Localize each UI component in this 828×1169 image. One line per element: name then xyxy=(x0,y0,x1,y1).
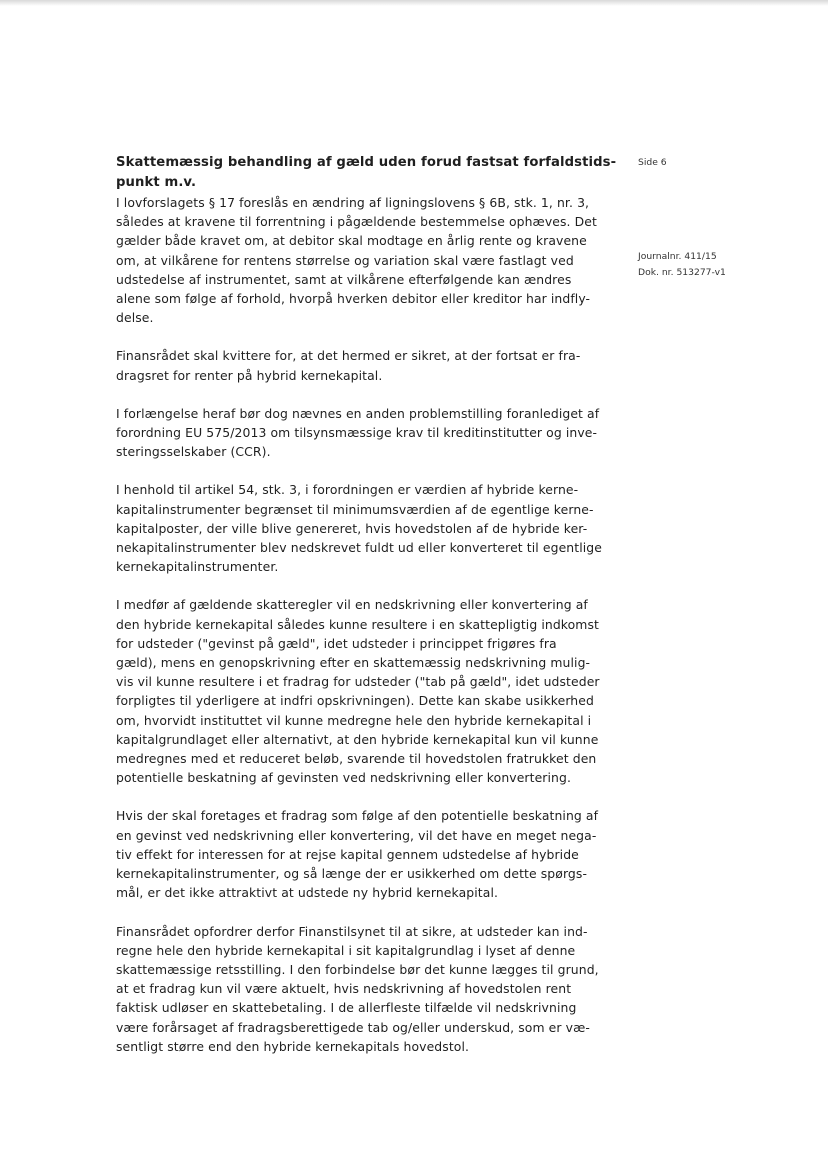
text-line: Hvis der skal foretages et fradrag som følge af den potentielle beskatning af xyxy=(116,808,599,824)
page-top-edge xyxy=(0,0,828,6)
text-line: medregnes med et reduceret beløb, svarende til hovedstolen fratrukket den xyxy=(116,751,597,767)
heading-line: Skattemæssig behandling af gæld uden forud fastsat forfaldstids- xyxy=(116,155,617,170)
text-line: gælder både kravet om, at debitor skal modtage en årlig rente og kravene xyxy=(116,233,587,249)
text-line: således at kravene til forrentning i pågældende bestemmelse ophæves. Det xyxy=(116,214,597,230)
text-line: I lovforslagets § 17 foreslås en ændring af ligningslovens § 6B, stk. 1, nr. 3, xyxy=(116,195,590,210)
text-line: Finansrådet opfordrer derfor Finanstilsynet til at sikre, at udsteder kan ind- xyxy=(116,923,588,939)
text-line: faktisk udløser en skattebetaling. I de allerfleste tilfælde vil nedskrivning xyxy=(116,1000,577,1016)
text-line: forpligtes til yderligere at indfri opskrivningen). Dette kan skabe usikkerhed xyxy=(116,693,594,709)
text-line: I forlængelse heraf bør dog nævnes en anden problemstilling foranlediget af xyxy=(116,405,600,421)
text-line: regne hele den hybride kernekapital i sit kapitalgrundlag i lyset af denne xyxy=(116,942,576,958)
document-reference xyxy=(638,249,726,281)
text-line: I medfør af gældende skatteregler vil en nedskrivning eller konvertering af xyxy=(116,597,588,613)
text-line: tiv effekt for interessen for at rejse kapital gennem udstedelse af hybride xyxy=(116,846,579,862)
section-heading xyxy=(116,153,617,193)
paragraph-1 xyxy=(116,193,608,327)
text-line: sentligt større end den hybride kernekapitals hovedstol. xyxy=(116,1038,470,1054)
text-line: forordning EU 575/2013 om tilsynsmæssige krav til kreditinstitutter og inve- xyxy=(116,425,598,441)
text-line: kapitalgrundlaget eller alternativt, at den hybride kernekapital kun vil kunne xyxy=(116,731,599,747)
paragraph-5 xyxy=(116,595,608,787)
text-line: alene som følge af forhold, hvorpå hverken debitor eller kreditor har indfly- xyxy=(116,291,591,307)
text-line: mål, er det ikke attraktivt at udstede ny hybrid kernekapital. xyxy=(116,885,499,901)
text-line: om, hvorvidt instituttet vil kunne medregne hele den hybride kernekapital i xyxy=(116,712,592,728)
text-line: udstedelse af instrumentet, samt at vilkårene efterfølgende kan ændres xyxy=(116,271,572,287)
heading-line: punkt m.v. xyxy=(116,175,197,190)
text-line: gæld), mens en genopskrivning efter en skattemæssig nedskrivning mulig- xyxy=(116,655,591,671)
text-line: vis vil kunne resultere i et fradrag for udsteder ("tab på gæld", idet udsteder xyxy=(116,674,600,690)
doc-number: Dok. nr. 513277-v1 xyxy=(638,267,726,278)
paragraph-7 xyxy=(116,922,608,1056)
page-number-label: Side 6 xyxy=(638,157,667,168)
text-line: kernekapitalinstrumenter. xyxy=(116,559,279,575)
text-line: kapitalposter, der ville blive genereret, hvis hovedstolen af de hybride ker- xyxy=(116,520,588,536)
paragraph-6 xyxy=(116,806,608,902)
text-line: være forårsaget af fradragsberettigede tab og/eller underskud, som er væ- xyxy=(116,1019,590,1035)
page-number xyxy=(638,155,667,171)
text-line: at et fradrag kun vil være aktuelt, hvis nedskrivning af hovedstolen rent xyxy=(116,981,572,997)
text-line: I henhold til artikel 54, stk. 3, i forordningen er værdien af hybride kerne- xyxy=(116,482,579,498)
text-line: steringsselskaber (CCR). xyxy=(116,444,271,460)
text-line: Finansrådet skal kvittere for, at det hermed er sikret, at der fortsat er fra- xyxy=(116,348,581,364)
text-line: den hybride kernekapital således kunne resultere i en skattepligtig indkomst xyxy=(116,616,599,632)
text-line: om, at vilkårene for rentens størrelse og variation skal være fastlagt ved xyxy=(116,252,574,268)
document-body xyxy=(116,153,617,1056)
text-line: kernekapitalinstrumenter, og så længe der er usikkerhed om dette spørgs- xyxy=(116,866,588,882)
text-line: for udsteder ("gevinst på gæld", idet udsteder i princippet frigøres fra xyxy=(116,635,557,651)
text-line: skattemæssige retsstilling. I den forbindelse bør det kunne lægges til grund, xyxy=(116,961,599,977)
paragraph-4 xyxy=(116,480,608,576)
paragraph-3 xyxy=(116,404,608,462)
text-line: en gevinst ved nedskrivning eller konvertering, vil det have en meget nega- xyxy=(116,827,597,843)
text-line: dragsret for renter på hybrid kernekapital. xyxy=(116,367,383,383)
paragraph-2 xyxy=(116,346,608,384)
journal-number: Journalnr. 411/15 xyxy=(638,251,717,262)
text-line: nekapitalinstrumenter blev nedskrevet fuldt ud eller konverteret til egentlige xyxy=(116,540,602,556)
text-line: kapitalinstrumenter begrænset til minimumsværdien af de egentlige kerne- xyxy=(116,501,594,517)
text-line: potentielle beskatning af gevinsten ved nedskrivning eller konvertering. xyxy=(116,770,572,786)
text-line: delse. xyxy=(116,310,154,326)
